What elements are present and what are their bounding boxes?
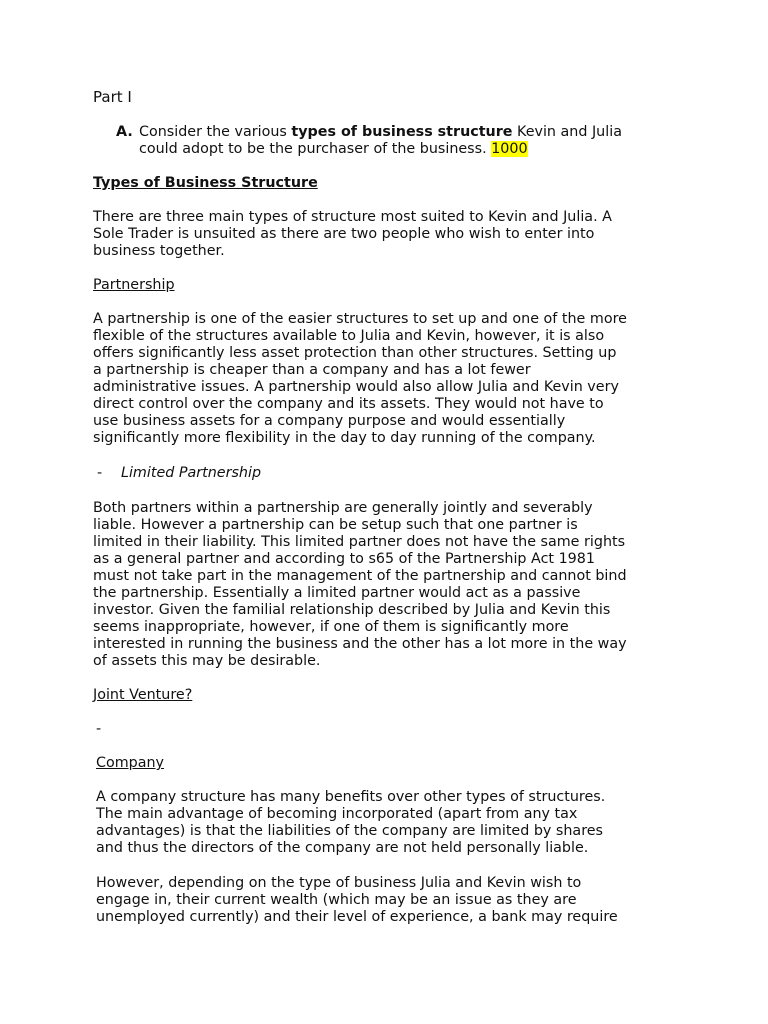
limited-partnership-line: as a general partner and according to s65 of the Partnership Act 1981	[93, 551, 595, 567]
limited-partnership-line: the partnership. Essentially a limited partner would act as a passive	[93, 585, 581, 601]
limited-partnership-line: of assets this may be desirable.	[93, 653, 321, 669]
partnership-line: significantly more flexibility in the day to day running of the company.	[93, 430, 596, 446]
company-line: unemployed currently) and their level of experience, a bank may require	[96, 909, 618, 925]
company-line: The main advantage of becoming incorporated (apart from any tax	[96, 806, 578, 822]
intro-paragraph	[93, 209, 693, 260]
limited-partnership-line: seems inappropriate, however, if one of them is significantly more	[93, 619, 569, 635]
intro-line: Sole Trader is unsuited as there are two people who wish to enter into	[93, 226, 595, 242]
limited-partnership-heading	[93, 465, 693, 482]
partnership-paragraph	[93, 311, 693, 447]
question-text-line2: could adopt to be the purchaser of the business.	[139, 141, 492, 157]
joint-venture-heading: Joint Venture?	[93, 687, 193, 703]
partnership-line: offers significantly less asset protection than other structures. Setting up	[93, 345, 617, 361]
partnership-line: flexible of the structures available to Julia and Kevin, however, it is also	[93, 328, 605, 344]
joint-venture-bullet: -	[96, 721, 102, 737]
bullet-dash: -	[97, 465, 103, 481]
question-text-after: Kevin and Julia	[512, 124, 622, 140]
company-paragraph-1	[96, 789, 696, 857]
company-paragraph-2	[96, 875, 696, 926]
question-text-bold: types of business structure	[291, 124, 513, 140]
company-line: and thus the directors of the company are not held personally liable.	[96, 840, 589, 856]
company-line: A company structure has many benefits over other types of structures.	[96, 789, 606, 805]
limited-partnership-line: limited in their liability. This limited partner does not have the same rights	[93, 534, 626, 550]
company-line: engage in, their current wealth (which may be an issue as they are	[96, 892, 577, 908]
partnership-line: administrative issues. A partnership would also allow Julia and Kevin very	[93, 379, 619, 395]
intro-line: business together.	[93, 243, 225, 259]
partnership-line: direct control over the company and its assets. They would not have to	[93, 396, 604, 412]
company-line: advantages) is that the liabilities of the company are limited by shares	[96, 823, 604, 839]
company-heading: Company	[96, 755, 165, 771]
company-line: However, depending on the type of business Julia and Kevin wish to	[96, 875, 582, 891]
question-text-before: Consider the various	[139, 124, 292, 140]
limited-partnership-line: interested in running the business and the other has a lot more in the way	[93, 636, 627, 652]
intro-line: There are three main types of structure most suited to Kevin and Julia. A	[93, 209, 612, 225]
limited-partnership-paragraph	[93, 500, 693, 670]
partnership-heading: Partnership	[93, 277, 175, 293]
question-label: A.	[116, 124, 133, 140]
partnership-line: a partnership is cheaper than a company and has a lot fewer	[93, 362, 531, 378]
partnership-line: A partnership is one of the easier structures to set up and one of the more	[93, 311, 627, 327]
limited-partnership-line: investor. Given the familial relationship described by Julia and Kevin this	[93, 602, 611, 618]
partnership-line: use business assets for a company purpose and would essentially	[93, 413, 566, 429]
limited-partnership-line: must not take part in the management of the partnership and cannot bind	[93, 568, 627, 584]
part-heading: Part I	[93, 88, 132, 106]
limited-partnership-line: Both partners within a partnership are generally jointly and severably	[93, 500, 593, 516]
limited-partnership-title: Limited Partnership	[121, 465, 262, 481]
limited-partnership-line: liable. However a partnership can be setup such that one partner is	[93, 517, 578, 533]
section-heading: Types of Business Structure	[93, 175, 318, 191]
question-a	[116, 124, 696, 158]
marks-highlight: 1000	[491, 141, 528, 157]
